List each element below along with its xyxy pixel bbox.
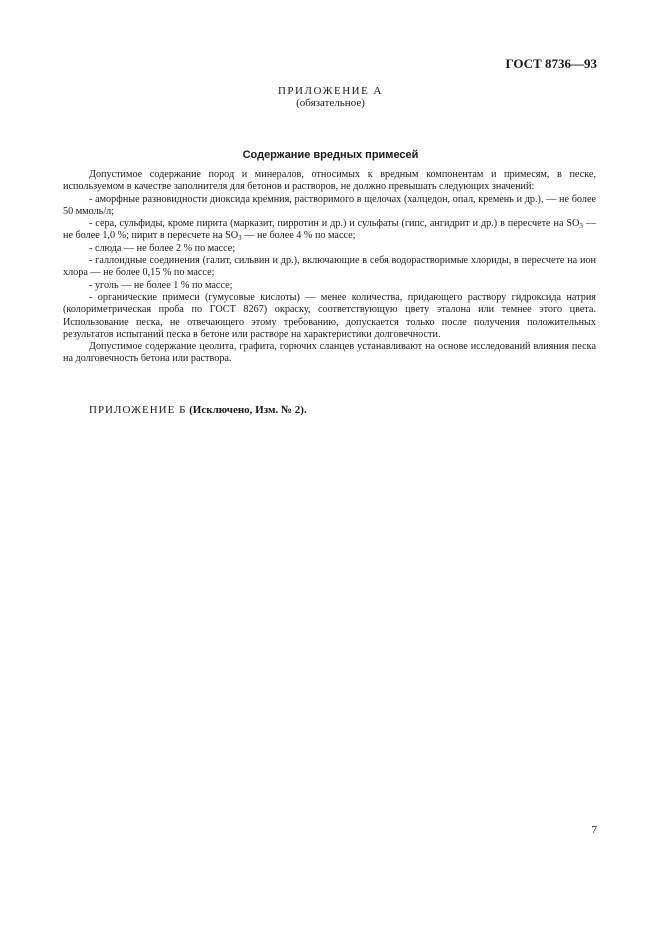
intro-paragraph: Допустимое содержание пород и минералов, относимых к вредным компонентам и примесям, в песке, используемом в качестве заполнителя для бетонов и растворов, не должно превышать следующих значений: <box>63 169 596 193</box>
body-text <box>63 169 596 366</box>
appendix-b-note: (Исключено, Изм. № 2). <box>189 404 307 416</box>
organic-item: - органические примеси (гумусовые кислоты) — менее количества, придающего раствору гидроксида натрия (колориметрическая проба по ГОСТ 8267) окраску, соответствующую цвету эталона или темнее этого цвета. Использование песка, не отвечающего этому требованию, допускается только после получения положительных результатов испытаний песка в бетоне или растворе на характеристики долговечности. <box>63 291 596 340</box>
mica-item: - слюда — не более 2 % по массе; <box>89 242 236 254</box>
zeolite-paragraph: Допустимое содержание цеолита, графита, горючих сланцев устанавливают на основе исследований влияния песка на долговечность бетона или раствора. <box>63 341 596 365</box>
page-number: 7 <box>591 824 597 836</box>
so3-subscript-1: 3 <box>579 222 583 231</box>
document-code: ГОСТ 8736—93 <box>505 56 597 71</box>
sulfur-text-2: — не более 1,0 %; пирит в пересчете на SO <box>63 218 597 242</box>
so3-subscript-2: 3 <box>238 234 242 243</box>
appendix-a-title: ПРИЛОЖЕНИЕ А <box>277 85 383 97</box>
appendix-b-label: ПРИЛОЖЕНИЕ Б <box>89 404 187 416</box>
section-title: Содержание вредных примесей <box>242 149 419 161</box>
appendix-b <box>89 404 307 416</box>
amorphous-silica-item: - аморфные разновидности диоксида кремния, растворимого в щелочах (халцедон, опал, кремень и др.), — не более 50 ммоль/л; <box>63 193 596 217</box>
coal-item: - уголь — не более 1 % по массе; <box>89 279 233 291</box>
sulfur-text-3: — не более 4 % по массе; <box>241 230 356 242</box>
sulfur-text-1: - сера, сульфиды, кроме пирита (марказит, пирротин и др.) и сульфаты (гипс, ангидрит и др.) в пересчете на SO <box>89 218 580 230</box>
haloid-item: - галлоидные соединения (галит, сильвин и др.), включающие в себя водорастворимые хлориды, в пересчете на ион хлора — не более 0,15 % по массе; <box>63 255 596 279</box>
sulfur-item <box>63 218 596 243</box>
appendix-a-heading <box>0 85 661 109</box>
appendix-a-subtitle: (обязательное) <box>296 97 365 109</box>
